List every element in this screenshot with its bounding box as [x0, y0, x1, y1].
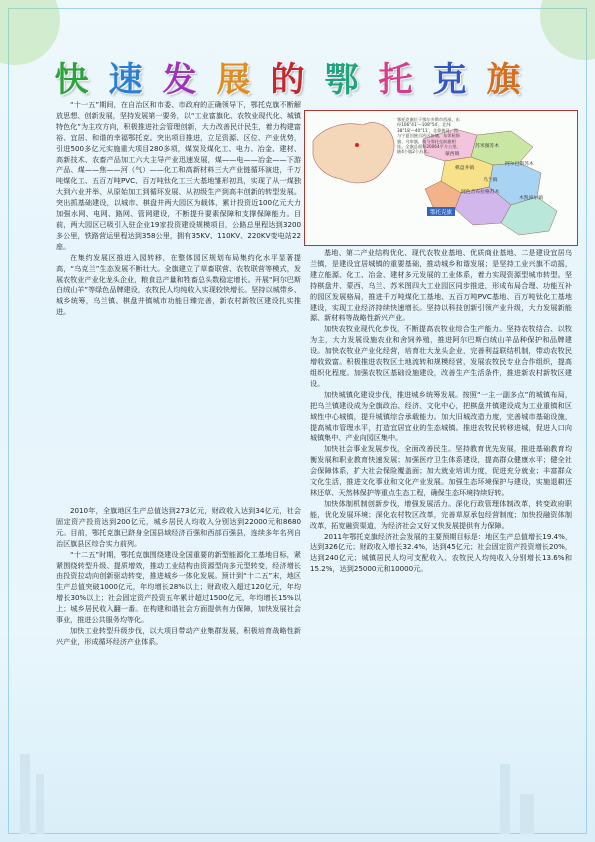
paragraph: 2010年，全旗地区生产总值达到273亿元，财政收入达到34亿元，社会固定资产投资达到200亿元，城乡居民人均收入分别达到22000元和8680元。目前，鄂托克旗已跻身全国县域经济百强和西部百强县，连续多年名列自治区旗县区综合实力前列。	[56, 506, 301, 548]
city-label: 棋盘井镇	[455, 166, 475, 171]
title-char: 展	[216, 60, 271, 100]
title-char: 托	[378, 60, 433, 100]
title-char: 快	[54, 60, 109, 100]
factory-silhouette	[36, 774, 44, 834]
city-label: 乌兰镇	[483, 178, 498, 183]
city-label: 苏米图苏木	[475, 144, 499, 149]
article-body-right	[310, 248, 572, 824]
paragraph: 加快社会事业发展步伐，全面改善民生。坚持教育优先发展，推进基础教育均衡发展和职业教育快速发展；加强医疗卫生体系建设，提高群众健康水平；健全社会保障体系，扩大社会保险覆盖面；加大就业培训力度，促进充分就业；丰富群众文化生活，推进文化事业和文化产业发展。加强生态环境保护与建设，实施退耕还林还草、天然林保护等重点生态工程，确保生态环境持续好转。	[310, 444, 572, 497]
factory-silhouette	[520, 794, 534, 834]
paragraph: “十一五”期间，在自治区和市委、市政府的正确领导下，鄂托克旗不断解放思想、创新发展，坚持发展第一要务，以“工业富旗化、农牧业现代化、城镇特色化”为主攻方向，积极推进社会管理创新，大力改善民计民生，着力构建富裕、宜居、和谐的幸福鄂托克。突出项目推进，立足资源、区位、产业优势，引进500多亿元实施重大项目280多项，煤炭及煤化工、电力、冶金、建材、高新技术、农畜产品加工六大主导产业迅速发展，煤——电——冶金——下游产品、煤——焦——河（气）——化工和高新材料三大产业链循环演进，千万吨煤化工、五百万吨PVC、百万吨钛化工三大基地雏形初具，实现了从一煤独大到六业并举、从原始加工到循环发展、从初级生产到高丰创新的转型发展。突出抓基础建设，以城市、棋盘井两大园区为载体，累计投资近100亿元大力加强水网、电网、路网、管网建设，不断提升要素保障和支撑保障能力。目前，两大园区已吸引入驻企业19家投资建设规模项目，公路总里程达到3200多公里，铁路营运里程达到358公里，拥有35KV、110KV、220KV变电站22座。	[56, 100, 301, 251]
title-char: 的	[270, 60, 325, 100]
factory-silhouette	[500, 764, 510, 834]
city-label: 阿尔巴斯苏木	[505, 162, 534, 167]
city-label: 蒙西镇	[445, 152, 460, 157]
title-char: 克	[432, 60, 487, 100]
map-description: 鄂托克旗位于鄂尔多斯市西部，东经106°41′—108°54′，北纬38°18′—40°11′，北靠黄河，西与宁夏回族自治区接壤，东邻杭锦旗、乌审旗，南与鄂托克前旗相连。全旗总面积20064平方公里，辖4个镇2个苏木。	[397, 117, 461, 155]
page-title	[0, 52, 595, 101]
article-body-left-bottom	[56, 506, 301, 822]
map-caption: 鄂托克旗	[429, 210, 453, 216]
location-marker	[355, 143, 359, 147]
china-inset-map	[313, 123, 394, 183]
paragraph: 2011年鄂托克旗经济社会发展的主要预期目标是：地区生产总值增长19.4%，达到326亿元；财政收入增长32.4%，达到45亿元；社会固定资产投资增长20%，达到240亿元；城镇居民人均可支配收入、农牧民人均纯收入分别增长13.6%和15.2%，达到25000元和10000元。	[310, 531, 572, 574]
title-char: 发	[162, 60, 217, 100]
title-char: 旗	[486, 60, 541, 100]
paragraph: 加快城镇化建设步伐，推进城乡统筹发展。按照“一主一副多点”的城镇布局，把乌兰镇建设成为全旗政治、经济、文化中心，把棋盘井镇建设成为工业重镇和区域性中心城镇，提升城镇综合承载能力。加大旧城改造力度，完善城市基础设施，提高城市管理水平，打造宜居宜业的生态城镇。推进农牧民转移进城，促进人口向城镇集中、产业向园区集中。	[310, 389, 572, 443]
paragraph: 基地、第二产业结构优化、现代农牧业基地、优质商业基地、二是建设宜居乌兰镇，是建设宜居城镇的重要基础，推动城乡和谐发展；是坚持工业兴旗不动摇，建立能源、化工、冶金、建材多元发展的工业体系，着力实现资源型城市转型。坚持棋盘井、蒙西、乌兰、苏米图四大工业园区同步推进，形成布局合理、功能互补的园区发展格局，推进千万吨煤化工基地、五百万吨PVC基地、百万吨钛化工基地建设，实现工业经济持续快速增长。坚持以科技创新引领产业升级，大力发展新能源、新材料等战略性新兴产业。	[310, 248, 572, 323]
paragraph: 在集约发展区推进入园转移，在整体园区规划布局集约化水平显著提高，“乌克兰”生态发展不断壮大。全旗建立了草畜联营、农牧联营等模式，发展农牧业产业化龙头企业，粮食总产量和牲畜总头数稳定增长。开展“阿尔巴斯白绒山羊”等绿色品牌建设，农牧民人均纯收入实现较快增长。坚持以城带乡、城乡统筹，乌兰镇、棋盘井镇城市功能日臻完善，新农村新牧区建设扎实推进。	[56, 252, 301, 317]
city-label: 木凯淖尔镇	[519, 196, 543, 201]
title-char: 鄂	[324, 60, 379, 100]
paragraph: “十二五”时期，鄂托克旗围绕建设全国重要的新型能源化工基地目标，紧紧围绕转型升级、提质增效，推动工业结构由资源型向多元型转变，经济增长由投资拉动向创新驱动转变，推进城乡一体化发展。预计到“十二五”末，地区生产总值突破1000亿元，年均增长28%以上；财政收入超过120亿元，年均增长30%以上；社会固定资产投资五年累计超过1500亿元，年均增长15%以上；城乡居民收入翻一番。在构建和谐社会方面提供有力保障，加快发展社会事业，推进公共服务均等化。	[56, 549, 301, 625]
factory-silhouette	[20, 754, 30, 834]
paragraph: 加快体制机制创新步伐，增强发展活力。深化行政管理体制改革，转变政府职能，优化发展环境；深化农村牧区改革，完善草原承包经营制度；加快投融资体制改革，拓宽融资渠道，为经济社会又好又快发展提供有力保障。	[310, 498, 572, 530]
article-body-left-top	[56, 100, 301, 502]
paragraph: 加快工业转型升级步伐，以大项目带动产业集群发展，积极培育战略性新兴产业，形成循环经济产业体系。	[56, 625, 301, 646]
map-figure	[304, 110, 578, 246]
title-char: 速	[108, 60, 163, 100]
city-label: 阿色音布拉格苏木	[461, 190, 500, 195]
paragraph: 加快农牧业现代化步伐，不断提高农牧业综合生产能力。坚持农牧结合、以牧为主，大力发展设施农业和舍饲养殖，推进阿尔巴斯白绒山羊品种保护和品牌建设。加快农牧业产业化经营，培育壮大龙头企业，完善利益联结机制，带动农牧民增收致富。积极推进农牧区土地流转和规模经营，发展农牧民专业合作组织，提高组织化程度。加强农牧区基础设施建设，改善生产生活条件，推进新农村新牧区建设。	[310, 324, 572, 388]
